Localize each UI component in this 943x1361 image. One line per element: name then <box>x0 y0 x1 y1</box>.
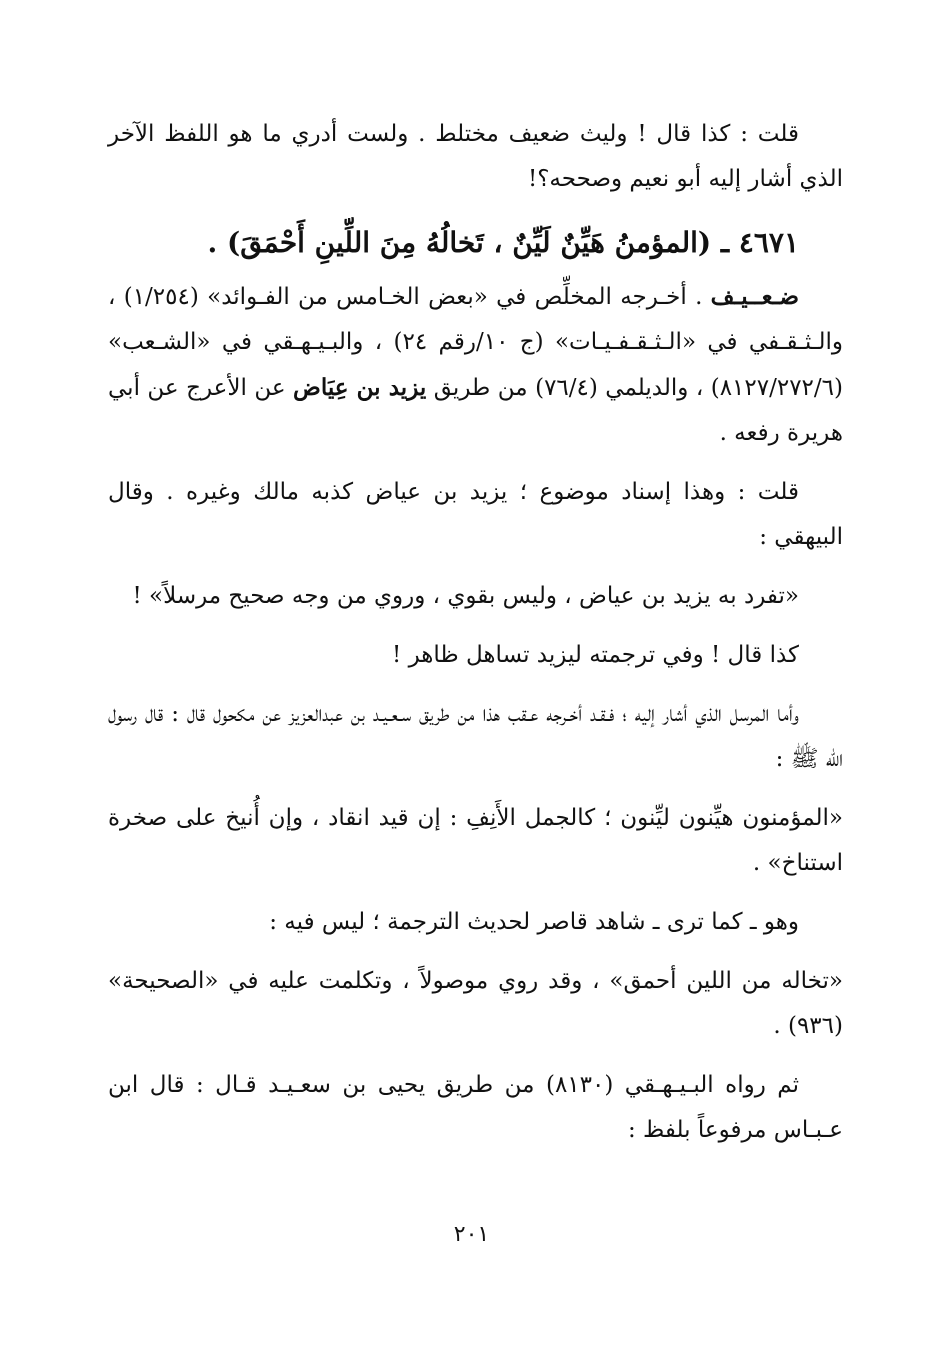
paragraph-3: قلت : وهذا إسناد موضوع ؛ يزيد بن عياض كذبه مالك وغيره . وقال البيهقي : <box>108 479 843 550</box>
narrator-name: يزيد بن عِيَاض <box>293 374 427 401</box>
page-number: ٢٠١ <box>453 1222 490 1247</box>
paragraph-2-text-b: عن الأعرج عن أبي هريرة رفعه . <box>108 375 843 446</box>
grade-label: ضـعــيـف <box>710 283 799 310</box>
paragraph-1: قلت : كذا قال ! وليث ضعيف مختلط . ولست أدري ما هو اللفظ الآخر الذي أشار إليه أبو نعيم وصححه؟! <box>108 121 843 192</box>
paragraph-2-text-a: . أخـرجه المخلِّص في «بعض الخـامس من الفـوائد» (١/٢٥٤) ، والـثـقـفي في «الـثـقـفـيـات» (ج ١٠/رقم ٢٤) ، والبـيـهـقي في «الشـعب» (٨١٢٧/٢٧٢/٦) ، والديلمي (٧٦/٤) من طريق <box>108 284 843 401</box>
paragraph-9: «تخاله من اللين أحمق» ، وقد روي موصولاً ، وتكلمت عليه في «الصحيحة» (٩٣٦) . <box>108 968 843 1039</box>
paragraph-7: «المؤمنون هيِّنون ليِّنون ؛ كالجمل الأَنِفِ : إن قيد انقاد ، وإن أُنيخ على صخرة استناخ» . <box>108 805 843 876</box>
paragraph-5: كذا قال ! وفي ترجمته ليزيد تساهل ظاهر ! <box>392 642 799 668</box>
paragraph-8: وهو ـ كما ترى ـ شاهد قاصر لحديث الترجمة ؛ ليس فيه : <box>269 909 799 935</box>
hadith-heading: ٤٦٧١ ـ (المؤمنُ هَيِّنٌ لَيِّنٌ ، تَخالُهُ مِنَ اللِّينِ أَحْمَقَ) . <box>207 226 799 259</box>
paragraph-6: وأما المرسل الذي أشار إليه ؛ فـقـد أخـرجه عـقب هذا من طريق سـعـيـد بن عبدالعزيز عن مكحول قال : قال رسول الله ﷺ : <box>108 701 843 772</box>
paragraph-4: «تفرد به يزيد بن عياض ، وليس بقوي ، وروي من وجه صحيح مرسلاً» ! <box>132 583 799 609</box>
paragraph-2 <box>108 274 843 456</box>
paragraph-10: ثم رواه البـيـهـقي (٨١٣٠) من طريق يحيى بن سعـيـد قـال : قال ابن عـبـاس مرفوعاً بلفظ : <box>108 1072 843 1143</box>
